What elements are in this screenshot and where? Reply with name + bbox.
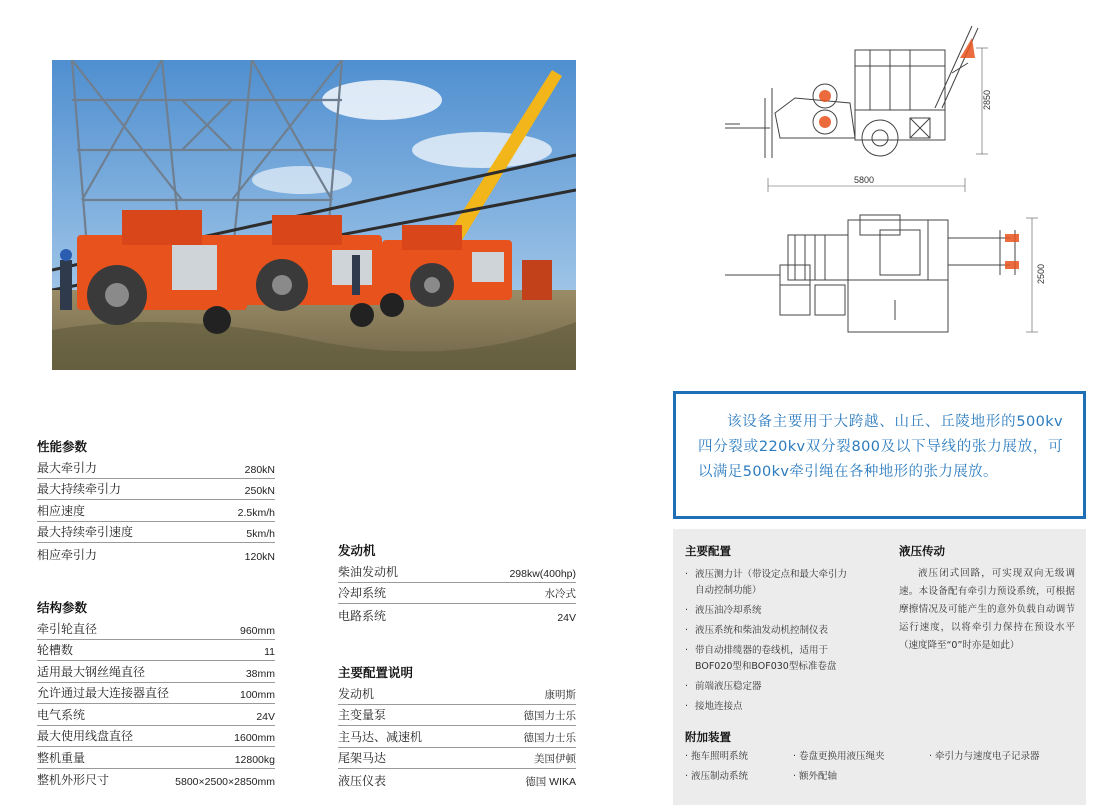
spec-label: 牵引轮直径	[37, 621, 98, 636]
extras-item-text: 拖车照明系统	[691, 751, 749, 762]
list-item: · 带自动排缆器的卷线机，适用于 BOF020型和BOF030型标准卷盘	[685, 643, 890, 675]
top-width-dim: 2500	[1036, 263, 1046, 284]
spec-value: 美国伊顿	[534, 753, 576, 765]
spec-row	[338, 748, 576, 770]
spec-value: 960mm	[239, 624, 275, 637]
list-item: · 液压油冷却系统	[685, 605, 762, 616]
extras-item-text: 额外配轴	[799, 771, 838, 782]
hydraulic-text: 液压闭式回路，可实现双向无级调速。本设备配有牵引力预设系统，可根据摩擦情况及可能产生的意外负载自动调节运行速度，以将牵引力保持在预设水平（速度降至“0”时亦是如此）	[899, 568, 1075, 651]
spec-label: 尾架马达	[338, 751, 387, 765]
spec-row	[338, 726, 576, 748]
config-panel	[673, 529, 1086, 805]
spec-value: 德国力士乐	[523, 710, 576, 722]
spec-value: 298kw(400hp)	[509, 567, 576, 580]
spec-label: 轮槽数	[37, 643, 74, 657]
extras-item: · 额外配轴	[793, 771, 838, 782]
extras-list	[685, 749, 1080, 785]
list-item-text: 带自动排缆器的卷线机，适用于	[695, 645, 829, 656]
spec-row	[338, 683, 576, 705]
side-height-dim: 2850	[982, 89, 992, 110]
description-text: 该设备主要用于大跨越、山丘、丘陵地形的500kv四分裂或220kv双分裂800及以下导线的张力展放，可以满足500kv牵引绳在各种地形的张力展放。	[698, 414, 1063, 480]
structure-title: 结构参数	[37, 601, 88, 615]
list-item-text: 液压油冷却系统	[695, 605, 762, 616]
spec-row	[338, 705, 576, 727]
spec-value: 24V	[256, 710, 275, 723]
extras-item: · 拖车照明系统	[685, 751, 749, 762]
spec-value: 11	[264, 646, 275, 658]
description-box	[673, 391, 1086, 519]
spec-value: 2.5km/h	[237, 506, 275, 519]
list-item-text: 接地连接点	[695, 701, 743, 712]
spec-value: 水冷式	[544, 588, 576, 600]
spec-label: 最大持续牵引速度	[37, 525, 134, 539]
main-config-list	[685, 567, 890, 719]
spec-label: 相应牵引力	[37, 547, 98, 562]
spec-label: 主变量泵	[338, 708, 387, 722]
spec-value: 120kN	[244, 550, 275, 563]
spec-row	[37, 618, 275, 640]
extras-item-text: 牵引力与速度电子记录器	[935, 751, 1040, 762]
extras-item-text: 液压制动系统	[691, 771, 749, 782]
spec-value: 12800kg	[234, 753, 275, 766]
spec-value: 250kN	[244, 485, 275, 497]
spec-row	[37, 661, 275, 683]
main-config-desc-title: 主要配置说明	[338, 666, 414, 680]
spec-row	[37, 747, 275, 769]
list-item: · 接地连接点	[685, 701, 743, 712]
spec-row	[338, 604, 576, 626]
spec-label: 液压仪表	[338, 773, 387, 788]
tensioner-site-photo	[52, 60, 576, 370]
structure-params	[37, 598, 275, 790]
list-item-cont: BOF020型和BOF030型标准卷盘	[695, 661, 837, 672]
list-item: · 液压系统和柴油发动机控制仪表	[685, 625, 829, 636]
side-length-dim: 5800	[854, 175, 875, 185]
spec-row	[37, 522, 275, 544]
spec-label: 主马达、减速机	[338, 729, 423, 744]
spec-label: 电气系统	[37, 707, 86, 722]
extras-item-text: 卷盘更换用液压绳夹	[799, 751, 885, 762]
engine-title: 发动机	[338, 544, 376, 558]
spec-value: 康明斯	[544, 688, 576, 701]
spec-row	[37, 726, 275, 748]
hydraulic-title: 液压传动	[899, 544, 945, 558]
spec-label: 允许通过最大连接器直径	[37, 686, 170, 700]
spec-label: 整机外形尺寸	[37, 773, 110, 787]
engine-params	[338, 541, 576, 626]
side-view-drawing	[720, 18, 1000, 196]
spec-row	[37, 543, 275, 565]
spec-value: 38mm	[245, 667, 275, 680]
extras-item: · 牵引力与速度电子记录器	[929, 751, 1040, 762]
spec-value: 24V	[557, 611, 576, 624]
spec-row	[37, 500, 275, 522]
main-config-desc	[338, 663, 576, 791]
spec-value: 100mm	[239, 689, 275, 701]
spec-value: 5800×2500×2850mm	[175, 776, 275, 788]
list-item-cont: 自动控制功能）	[695, 585, 762, 596]
list-item-text: 液压系统和柴油发动机控制仪表	[695, 625, 829, 636]
spec-value: 1600mm	[234, 732, 275, 744]
performance-title: 性能参数	[37, 440, 88, 454]
spec-label: 电路系统	[338, 608, 387, 623]
spec-label: 最大牵引力	[37, 460, 98, 475]
spec-label: 适用最大钢丝绳直径	[37, 664, 146, 679]
spec-value: 德国 WIKA	[525, 775, 576, 788]
spec-row	[37, 479, 275, 501]
spec-row	[338, 561, 576, 583]
spec-label: 柴油发动机	[338, 564, 399, 579]
spec-row	[37, 769, 275, 791]
spec-row	[37, 457, 275, 479]
spec-label: 冷却系统	[338, 586, 387, 600]
spec-row	[37, 640, 275, 662]
spec-row	[338, 769, 576, 791]
spec-row	[37, 704, 275, 726]
spec-label: 整机重量	[37, 750, 86, 765]
spec-label: 最大使用线盘直径	[37, 729, 134, 743]
list-item: · 液压测力计（带设定点和最大牵引力 自动控制功能）	[685, 567, 890, 599]
list-item: · 前端液压稳定器	[685, 681, 762, 692]
spec-value: 280kN	[244, 463, 275, 476]
extras-title: 附加装置	[685, 730, 731, 744]
spec-label: 最大持续牵引力	[37, 482, 122, 496]
spec-row	[338, 583, 576, 605]
extras-item: · 卷盘更换用液压绳夹	[793, 751, 885, 762]
equipment-photo	[52, 60, 576, 370]
spec-value: 5km/h	[246, 528, 275, 540]
performance-params	[37, 437, 275, 565]
spec-label: 发动机	[338, 686, 375, 701]
spec-label: 相应速度	[37, 503, 86, 518]
extras-item: · 液压制动系统	[685, 771, 749, 782]
spec-row	[37, 683, 275, 705]
top-view-drawing	[720, 210, 1050, 342]
main-config-title: 主要配置	[685, 544, 731, 558]
list-item-text: 液压测力计（带设定点和最大牵引力	[695, 569, 848, 580]
list-item-text: 前端液压稳定器	[695, 681, 762, 692]
spec-value: 德国力士乐	[523, 731, 576, 744]
